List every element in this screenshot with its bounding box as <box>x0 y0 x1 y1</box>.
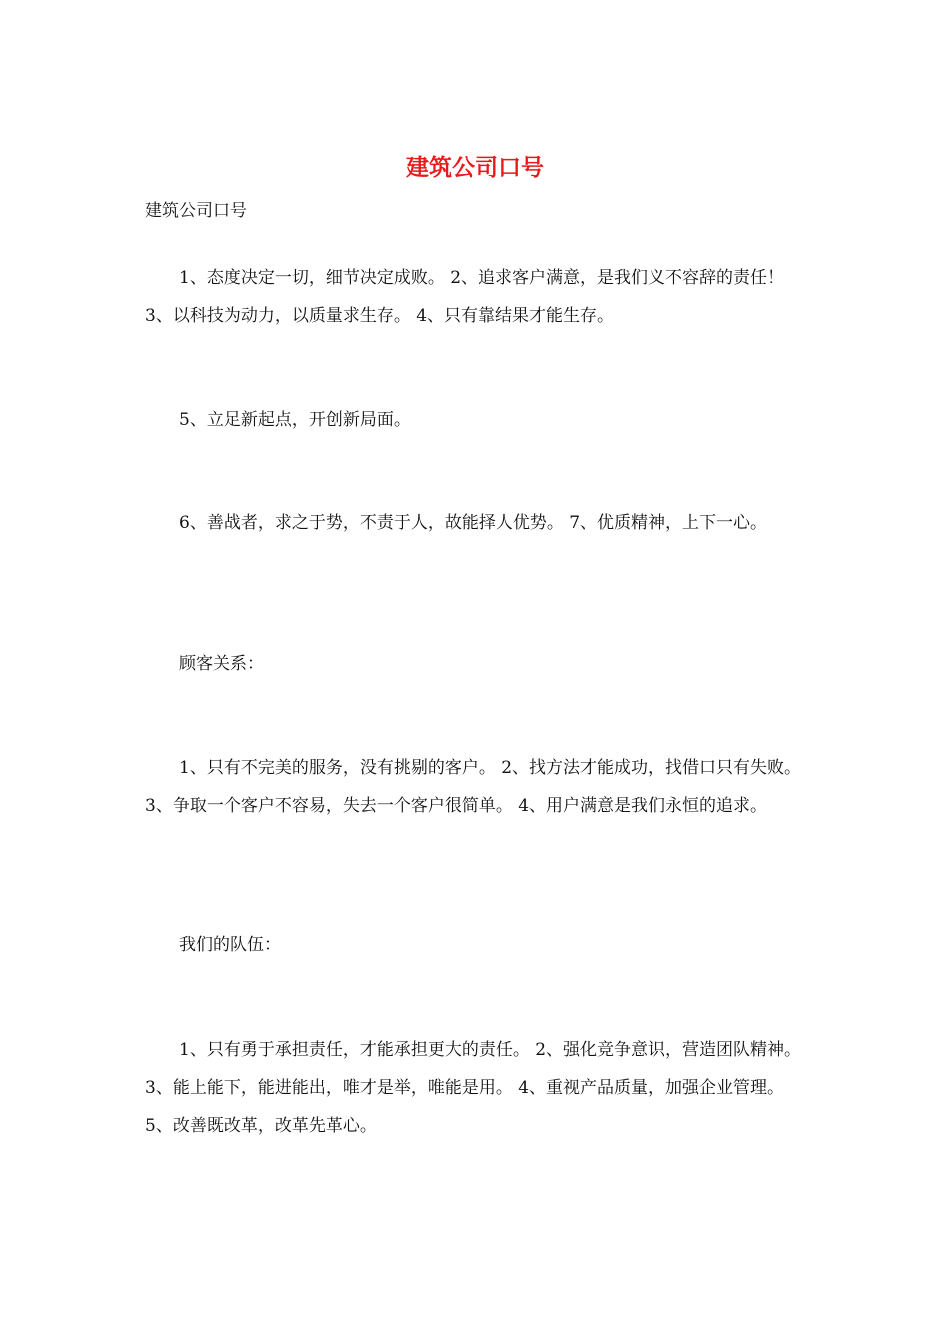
section-heading-customer-relations: 顾客关系： <box>179 654 264 674</box>
paragraph-slogans-3: 6、善战者，求之于势，不责于人，故能择人优势。 7、优质精神，上下一心。 <box>179 513 768 533</box>
document-title: 建筑公司口号 <box>406 154 544 181</box>
document-subtitle: 建筑公司口号 <box>145 201 247 221</box>
paragraph-our-team: 1、只有勇于承担责任，才能承担更大的责任。 2、强化竞争意识，营造团队精神。 3、能上能下，能进能出，唯才是举，唯能是用。 4、重视产品质量，加强企业管理。 5、改善既改革，改革先革心。 <box>145 1040 802 1136</box>
paragraph-customer-relations: 1、只有不完美的服务，没有挑剔的客户。 2、找方法才能成功，找借口只有失败。 3、争取一个客户不容易，失去一个客户很简单。 4、用户满意是我们永恒的追求。 <box>145 758 802 816</box>
paragraph-slogans-2: 5、立足新起点，开创新局面。 <box>179 410 411 430</box>
section-heading-our-team: 我们的队伍： <box>179 935 281 955</box>
paragraph-slogans-1: 1、态度决定一切，细节决定成败。 2、追求客户满意，是我们义不容辞的责任！3、以科技为动力，以质量求生存。 4、只有靠结果才能生存。 <box>145 268 785 326</box>
